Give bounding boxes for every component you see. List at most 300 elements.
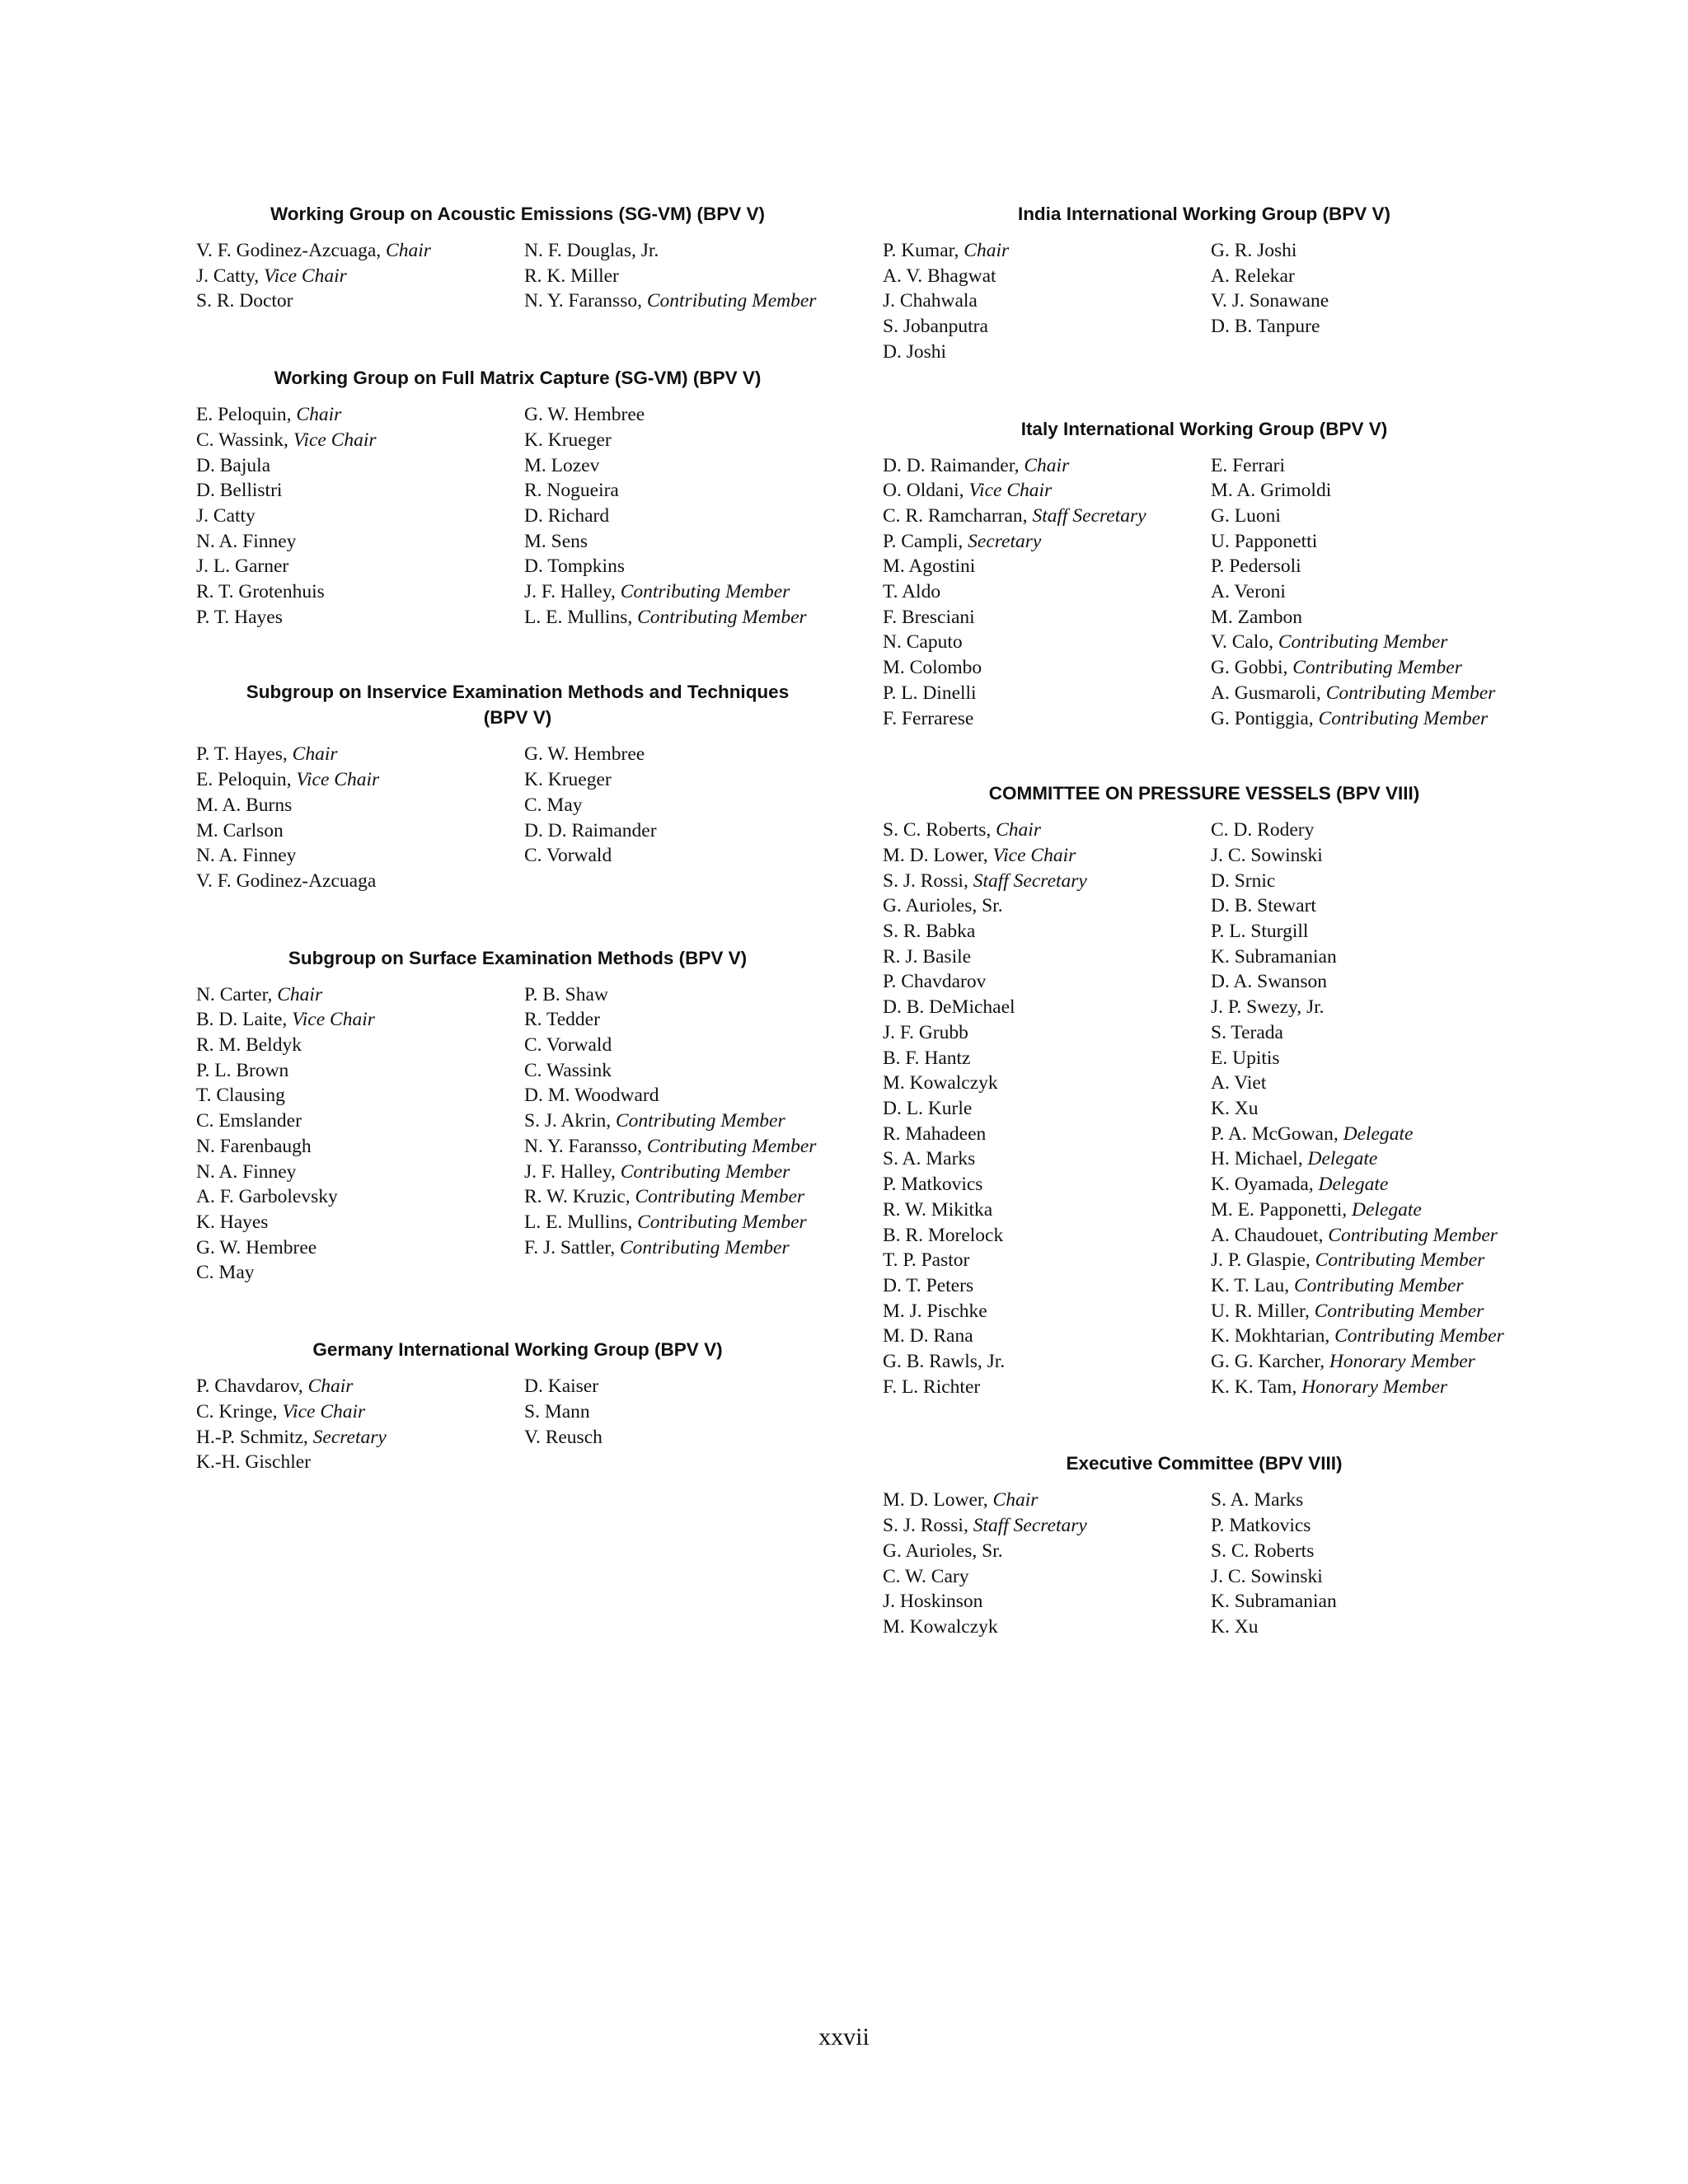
right-column [883, 201, 1526, 1640]
member-name: D. Richard [524, 504, 610, 527]
member-role: Contributing Member [620, 1160, 790, 1183]
committee-title: Subgroup on Surface Examination Methods (BPV V) [288, 947, 748, 968]
member-name: O. Oldani, [883, 480, 969, 502]
member-entry [196, 1083, 524, 1108]
member-entry [883, 706, 1211, 732]
member-name: R. W. Mikitka [883, 1198, 993, 1221]
member-name: M. J. Pischke [883, 1300, 987, 1322]
member-list [196, 1374, 839, 1475]
member-entry [883, 288, 1211, 314]
member-name: D. B. Tanpure [1211, 316, 1320, 338]
member-name: N. Y. Faransso, [524, 1135, 647, 1157]
member-name: J. F. Grubb [883, 1021, 968, 1043]
member-name: N. A. Finney [196, 530, 297, 552]
member-entry [883, 238, 1211, 264]
member-name: R. W. Kruzic, [524, 1186, 635, 1208]
member-name: D. M. Woodward [524, 1085, 659, 1107]
member-entry [883, 264, 1211, 289]
member-role: Contributing Member [637, 606, 807, 628]
member-entry [1211, 995, 1526, 1020]
member-name: L. E. Mullins, [524, 606, 638, 628]
member-entry [1211, 1349, 1526, 1375]
member-entry [1211, 1248, 1526, 1273]
member-entry [196, 1399, 524, 1425]
member-name: P. B. Shaw [524, 983, 608, 1005]
member-name: V. Reusch [524, 1426, 603, 1448]
member-name: S. C. Roberts [1211, 1540, 1315, 1562]
member-role: Contributing Member [1292, 657, 1462, 679]
member-name: A. F. Garbolevsky [196, 1186, 338, 1208]
member-name: M. A. Burns [196, 794, 293, 816]
member-entry [524, 579, 839, 605]
member-entry [196, 742, 524, 767]
member-entry [1211, 893, 1526, 919]
member-entry [196, 982, 524, 1008]
member-name: G. Luoni [1211, 504, 1281, 527]
member-entry [1211, 1122, 1526, 1147]
member-name: N. A. Finney [196, 845, 297, 867]
member-role: Contributing Member [1318, 707, 1489, 729]
member-entry [883, 340, 1211, 365]
member-name: N. Carter, [196, 983, 278, 1005]
committee-title: Working Group on Acoustic Emissions (SG-VM) (BPV V) [270, 204, 766, 224]
member-entry [196, 478, 524, 504]
member-name: C. May [196, 1262, 255, 1284]
member-name: P. L. Sturgill [1211, 921, 1309, 943]
member-role: Secretary [968, 530, 1042, 552]
member-name: J. Chahwala [883, 290, 978, 312]
member-entry [196, 288, 524, 314]
member-entry [883, 1096, 1211, 1122]
member-entry [524, 1399, 839, 1425]
member-role: Contributing Member [1293, 1274, 1464, 1296]
member-role: Contributing Member [1314, 1300, 1484, 1322]
member-entry [883, 843, 1211, 869]
member-entry [524, 402, 839, 428]
member-name: M. D. Lower, [883, 844, 993, 866]
committee-title: India International Working Group (BPV V) [1017, 204, 1391, 224]
member-entry [883, 1488, 1211, 1513]
member-name: P. Campli, [883, 530, 968, 552]
member-role: Contributing Member [620, 1236, 790, 1258]
member-name: P. Pedersoli [1211, 555, 1301, 578]
member-entry [883, 453, 1211, 479]
member-name: D. Tompkins [524, 555, 625, 578]
member-entry [883, 1513, 1211, 1539]
member-entry [524, 1210, 839, 1235]
member-name: E. Ferrari [1211, 454, 1286, 476]
member-role: Vice Chair [264, 265, 347, 287]
member-name: S. A. Marks [883, 1148, 976, 1170]
committee-executive-committee-bpv-viii [883, 1451, 1526, 1639]
committee-subgroup-on-inservice-examination-methods-and-techniques-bpv-v [196, 679, 839, 893]
member-name: N. Farenbaugh [196, 1135, 312, 1157]
member-entry [1211, 1172, 1526, 1197]
member-name: J. F. Halley, [524, 1160, 621, 1183]
member-name: N. Caputo [883, 631, 963, 654]
member-name: C. D. Rodery [1211, 819, 1315, 841]
page-number: xxvii [818, 2023, 870, 2050]
member-name: M. Kowalczyk [883, 1072, 998, 1094]
committee-title: Working Group on Full Matrix Capture (SG-VM) (BPV V) [274, 368, 762, 389]
member-entry [883, 529, 1211, 555]
member-name: S. C. Roberts, [883, 819, 996, 841]
member-role: Contributing Member [1315, 1249, 1485, 1272]
member-entry [196, 402, 524, 428]
member-entry [883, 681, 1211, 706]
member-entry [196, 1184, 524, 1210]
member-name: E. Peloquin, [196, 769, 297, 791]
member-entry [883, 1375, 1211, 1400]
member-name: B. R. Morelock [883, 1224, 1004, 1246]
member-name: T. Aldo [883, 581, 941, 603]
member-name: E. Upitis [1211, 1047, 1280, 1069]
member-name: N. Y. Faransso, [524, 290, 647, 312]
member-role: Delegate [1318, 1174, 1389, 1196]
member-name: K. Hayes [196, 1211, 269, 1233]
member-entry [196, 453, 524, 479]
member-role: Vice Chair [293, 429, 377, 451]
member-entry [883, 919, 1211, 944]
member-entry [524, 1160, 839, 1185]
member-entry [883, 554, 1211, 579]
member-entry [196, 869, 524, 894]
member-name: G. Aurioles, Sr. [883, 895, 1003, 917]
member-role: Staff Secretary [973, 1515, 1087, 1537]
member-entry [524, 288, 839, 314]
member-list [196, 742, 839, 893]
committee-italy-international-working-group-bpv-v [883, 416, 1526, 732]
member-list [883, 238, 1526, 365]
member-name: C. Emslander [196, 1110, 302, 1132]
member-name: J. C. Sowinski [1211, 844, 1323, 866]
member-entry [196, 767, 524, 793]
committee-title: Italy International Working Group (BPV V) [1020, 418, 1388, 439]
member-entry [883, 1299, 1211, 1324]
member-entry [883, 969, 1211, 995]
member-role: Vice Chair [296, 769, 380, 791]
member-name: D. Srnic [1211, 869, 1276, 892]
member-name: P. T. Hayes, [196, 743, 293, 766]
member-role: Chair [996, 819, 1041, 841]
member-name: S. Terada [1211, 1021, 1283, 1043]
member-entry [1211, 944, 1526, 970]
member-entry [883, 630, 1211, 655]
member-entry [1211, 288, 1526, 314]
member-role: Contributing Member [1334, 1325, 1504, 1347]
member-name: S. R. Doctor [196, 290, 293, 312]
member-name: E. Peloquin, [196, 404, 297, 426]
member-list [883, 818, 1526, 1399]
member-role: Contributing Member [635, 1186, 805, 1208]
member-name: R. T. Grotenhuis [196, 581, 325, 603]
member-list [883, 1488, 1526, 1639]
member-entry [524, 1108, 839, 1134]
member-name: D. T. Peters [883, 1274, 974, 1296]
committee-title: Subgroup on Inservice Examination Methods and Techniques (BPV V) [246, 682, 790, 729]
member-name: K. Krueger [524, 769, 612, 791]
member-name: M. Agostini [883, 555, 976, 578]
member-name: M. Colombo [883, 657, 982, 679]
member-role: Contributing Member [1278, 631, 1448, 654]
member-entry [1211, 1564, 1526, 1590]
member-entry [524, 238, 839, 264]
member-entry [524, 1235, 839, 1261]
member-name: C. Vorwald [524, 1034, 612, 1057]
member-entry [883, 1248, 1211, 1273]
member-entry [1211, 264, 1526, 289]
member-entry [196, 1450, 524, 1475]
member-entry [1211, 681, 1526, 706]
committee-title: Germany International Working Group (BPV V) [312, 1339, 723, 1361]
member-entry [883, 869, 1211, 894]
member-role: Staff Secretary [1032, 504, 1146, 527]
member-name: A. Veroni [1211, 581, 1286, 603]
member-role: Vice Chair [292, 1009, 375, 1031]
member-name: P. Kumar, [883, 240, 964, 261]
member-entry [883, 1172, 1211, 1197]
member-entry [883, 478, 1211, 504]
member-entry [1211, 818, 1526, 843]
member-entry [1211, 706, 1526, 732]
member-entry [196, 1134, 524, 1160]
member-entry [1211, 843, 1526, 869]
member-entry [196, 793, 524, 818]
member-entry [196, 1235, 524, 1261]
member-name: R. Nogueira [524, 480, 619, 502]
member-entry [883, 1589, 1211, 1615]
member-entry [524, 478, 839, 504]
member-name: M. Sens [524, 530, 588, 552]
member-entry [524, 818, 839, 844]
member-name: F. J. Sattler, [524, 1236, 620, 1258]
member-entry [196, 818, 524, 844]
member-name: A. Viet [1211, 1072, 1267, 1094]
member-role: Vice Chair [968, 480, 1053, 502]
member-entry [196, 1058, 524, 1084]
member-name: K. Oyamada, [1211, 1174, 1319, 1196]
member-entry [196, 1160, 524, 1185]
member-name: P. Matkovics [883, 1174, 983, 1196]
member-entry [883, 1273, 1211, 1299]
member-name: S. J. Rossi, [883, 1515, 973, 1537]
committee-subgroup-on-surface-examination-methods-bpv-v [196, 945, 839, 1286]
member-name: G. W. Hembree [196, 1236, 317, 1258]
member-name: K. Xu [1211, 1097, 1259, 1119]
member-role: Vice Chair [992, 844, 1076, 866]
member-role: Chair [307, 1376, 354, 1398]
member-role: Chair [1024, 454, 1070, 476]
member-name: B. F. Hantz [883, 1047, 971, 1069]
member-list [883, 453, 1526, 732]
member-name: C. Kringe, [196, 1400, 283, 1422]
member-entry [196, 579, 524, 605]
member-name: U. R. Miller, [1211, 1300, 1315, 1322]
member-name: G. W. Hembree [524, 743, 645, 766]
committee-working-group-on-acoustic-emissions-sg-vm-bpv-v [196, 201, 839, 314]
member-name: K. Xu [1211, 1615, 1259, 1638]
member-entry [1211, 1096, 1526, 1122]
member-name: D. Kaiser [524, 1376, 599, 1398]
member-name: M. A. Grimoldi [1211, 480, 1332, 502]
member-entry [1211, 1539, 1526, 1564]
member-name: P. L. Dinelli [883, 682, 977, 704]
member-entry [883, 1349, 1211, 1375]
member-entry [524, 742, 839, 767]
member-name: K. Mokhtarian, [1211, 1325, 1335, 1347]
member-name: K. Subramanian [1211, 1591, 1337, 1613]
member-entry [524, 1083, 839, 1108]
member-name: M. D. Lower, [883, 1489, 993, 1511]
member-name: N. F. Douglas, Jr. [524, 240, 659, 261]
member-name: M. Zambon [1211, 606, 1302, 628]
member-name: N. A. Finney [196, 1160, 297, 1183]
member-entry [524, 1058, 839, 1084]
member-name: C. Wassink [524, 1059, 612, 1081]
member-entry [196, 1108, 524, 1134]
member-role: Chair [296, 404, 342, 426]
member-name: R. Tedder [524, 1009, 600, 1031]
member-name: K. K. Tam, [1211, 1376, 1302, 1398]
member-name: V. F. Godinez-Azcuaga, [196, 240, 387, 261]
member-entry [1211, 1046, 1526, 1071]
member-entry [883, 1615, 1211, 1640]
member-role: Contributing Member [616, 1110, 785, 1132]
member-entry [196, 1210, 524, 1235]
member-entry [883, 1122, 1211, 1147]
member-entry [1211, 529, 1526, 555]
member-name: S. R. Babka [883, 921, 976, 943]
member-entry [1211, 605, 1526, 630]
member-entry [1211, 554, 1526, 579]
member-name: P. L. Brown [196, 1059, 289, 1081]
member-name: D. L. Kurle [883, 1097, 973, 1119]
member-entry [196, 238, 524, 264]
member-name: L. E. Mullins, [524, 1211, 638, 1233]
member-name: M. Kowalczyk [883, 1615, 998, 1638]
member-name: V. J. Sonawane [1211, 290, 1329, 312]
member-role: Chair [277, 983, 323, 1005]
member-name: J. Catty, [196, 265, 265, 287]
member-entry [196, 1425, 524, 1451]
member-entry [196, 1260, 524, 1286]
member-role: Contributing Member [620, 581, 790, 603]
member-name: D. D. Raimander [524, 819, 657, 841]
member-entry [524, 504, 839, 529]
member-entry [196, 504, 524, 529]
member-name: J. P. Swezy, Jr. [1211, 996, 1325, 1019]
member-name: C. R. Ramcharran, [883, 504, 1033, 527]
member-name: D. D. Raimander, [883, 454, 1025, 476]
member-name: J. F. Halley, [524, 581, 621, 603]
member-role: Secretary [312, 1426, 387, 1448]
member-name: U. Papponetti [1211, 530, 1318, 552]
member-name: M. Carlson [196, 819, 284, 841]
left-column [196, 201, 839, 1475]
member-entry [1211, 1488, 1526, 1513]
member-name: G. G. Karcher, [1211, 1351, 1329, 1373]
member-name: T. P. Pastor [883, 1249, 970, 1272]
member-role: Delegate [1352, 1198, 1422, 1221]
member-name: F. Bresciani [883, 606, 975, 628]
member-entry [524, 1007, 839, 1033]
member-name: G. W. Hembree [524, 404, 645, 426]
member-name: T. Clausing [196, 1085, 285, 1107]
member-name: K. Subramanian [1211, 945, 1337, 968]
member-list [196, 982, 839, 1286]
member-name: G. Gobbi, [1211, 657, 1293, 679]
member-name: C. W. Cary [883, 1565, 969, 1587]
member-entry [524, 264, 839, 289]
member-name: P. Chavdarov [883, 971, 987, 993]
member-name: B. D. Laite, [196, 1009, 293, 1031]
member-name: V. Calo, [1211, 631, 1278, 654]
member-name: M. Lozev [524, 454, 600, 476]
member-entry [196, 1374, 524, 1399]
member-entry [1211, 1071, 1526, 1096]
member-role: Chair [964, 240, 1010, 261]
member-role: Vice Chair [282, 1400, 366, 1422]
member-entry [524, 1033, 839, 1058]
member-name: D. Bellistri [196, 480, 283, 502]
member-name: P. Matkovics [1211, 1515, 1311, 1537]
member-role: Delegate [1307, 1148, 1378, 1170]
member-entry [883, 995, 1211, 1020]
member-name: H.-P. Schmitz, [196, 1426, 313, 1448]
member-entry [524, 843, 839, 869]
member-name: C. Wassink, [196, 429, 293, 451]
member-role: Delegate [1343, 1122, 1414, 1145]
member-name: P. T. Hayes [196, 606, 283, 628]
member-entry [524, 1134, 839, 1160]
member-entry [1211, 1197, 1526, 1223]
member-name: R. M. Beldyk [196, 1034, 302, 1057]
member-entry [1211, 478, 1526, 504]
committee-committee-on-pressure-vessels-bpv-viii [883, 780, 1526, 1399]
member-name: V. F. Godinez-Azcuaga [196, 869, 377, 892]
member-role: Contributing Member [646, 1135, 817, 1157]
member-name: R. K. Miller [524, 265, 619, 287]
member-name: M. D. Rana [883, 1325, 973, 1347]
member-name: D. B. DeMichael [883, 996, 1015, 1019]
member-entry [1211, 1273, 1526, 1299]
member-entry [524, 605, 839, 630]
member-entry [1211, 1146, 1526, 1172]
member-entry [196, 554, 524, 579]
member-entry [1211, 453, 1526, 479]
member-name: P. A. McGowan, [1211, 1122, 1343, 1145]
member-entry [524, 1425, 839, 1451]
member-entry [1211, 1324, 1526, 1349]
member-list [196, 238, 839, 314]
member-entry [196, 428, 524, 453]
member-role: Contributing Member [637, 1211, 807, 1233]
committee-germany-international-working-group-bpv-v [196, 1337, 839, 1475]
member-entry [883, 944, 1211, 970]
member-role: Honorary Member [1329, 1351, 1475, 1373]
member-entry [1211, 1223, 1526, 1249]
member-name: A. V. Bhagwat [883, 265, 996, 287]
member-entry [524, 453, 839, 479]
member-entry [883, 655, 1211, 681]
member-name: D. Bajula [196, 454, 271, 476]
member-entry [883, 1223, 1211, 1249]
member-entry [196, 264, 524, 289]
member-entry [1211, 1299, 1526, 1324]
member-name: S. Mann [524, 1400, 590, 1422]
member-entry [1211, 238, 1526, 264]
member-entry [883, 605, 1211, 630]
